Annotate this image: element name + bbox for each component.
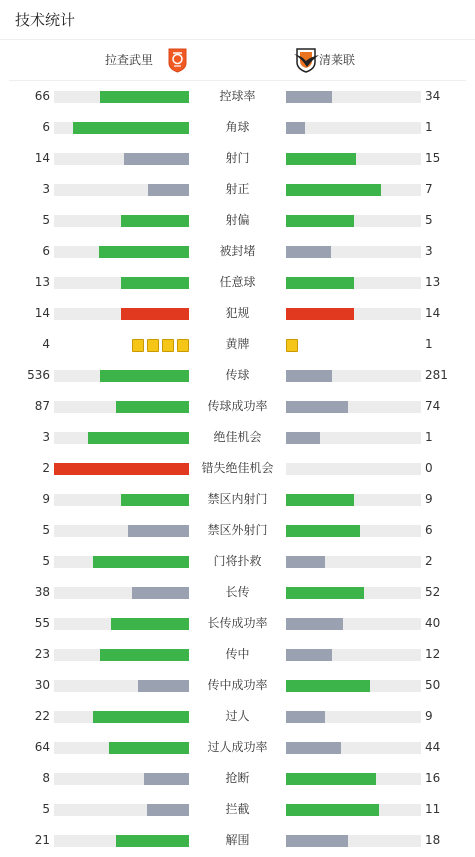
away-value: 16 [425, 771, 441, 785]
away-bar-fill [286, 215, 354, 227]
home-bar-fill [99, 246, 189, 258]
home-bar-track [54, 432, 189, 444]
away-value: 3 [425, 244, 433, 258]
home-bar-track [54, 215, 189, 227]
away-value: 14 [425, 306, 441, 320]
home-bar-fill [88, 432, 189, 444]
home-value: 5 [42, 802, 50, 816]
away-bar-track [286, 742, 421, 754]
home-bar-fill [121, 215, 189, 227]
yellow-card-icon [162, 339, 174, 352]
away-value: 0 [425, 461, 433, 475]
away-bar-track [286, 215, 421, 227]
stat-label: 射门 [225, 151, 250, 165]
home-bar-track [54, 122, 189, 134]
stat-row [0, 639, 475, 670]
away-value: 7 [425, 182, 433, 196]
page-title: 技术统计 [15, 11, 76, 29]
away-bar-fill [286, 153, 356, 165]
stat-label: 解围 [225, 833, 250, 847]
stat-row [0, 422, 475, 453]
home-bar-track [54, 773, 189, 785]
away-bar-track [286, 618, 421, 630]
home-bar-fill [54, 463, 189, 475]
stat-row [0, 546, 475, 577]
away-team-name: 清莱联 [319, 53, 356, 67]
away-bar-track [286, 556, 421, 568]
away-value: 40 [425, 616, 441, 630]
home-bar-track [54, 494, 189, 506]
away-bar-fill [286, 308, 354, 320]
away-value: 11 [425, 802, 441, 816]
away-bar-fill [286, 711, 325, 723]
home-bar-track [54, 742, 189, 754]
away-bar-track [286, 432, 421, 444]
away-bar-track [286, 463, 421, 475]
stat-row [0, 763, 475, 794]
home-bar-track [54, 370, 189, 382]
away-bar-track [286, 804, 421, 816]
home-bar-fill [116, 835, 189, 847]
away-value: 18 [425, 833, 441, 847]
away-team-logo-icon [292, 47, 322, 73]
home-bar-fill [109, 742, 189, 754]
home-bar-track [54, 587, 189, 599]
home-bar-fill [148, 184, 189, 196]
stat-label: 传球 [225, 368, 250, 382]
stat-label: 错失绝佳机会 [201, 461, 274, 475]
home-bar-fill [100, 370, 189, 382]
home-bar-track [54, 556, 189, 568]
away-bar-track [286, 525, 421, 537]
stat-label: 传中 [225, 647, 250, 661]
stat-label: 任意球 [219, 275, 256, 289]
home-bar-fill [121, 308, 189, 320]
stat-label: 禁区内射门 [207, 492, 268, 506]
stat-row [0, 825, 475, 856]
away-value: 15 [425, 151, 441, 165]
away-bar-track [286, 153, 421, 165]
stat-label: 长传成功率 [207, 616, 268, 630]
stat-row [0, 81, 475, 112]
stat-row [0, 732, 475, 763]
stat-label: 禁区外射门 [207, 523, 268, 537]
home-value: 8 [42, 771, 50, 785]
home-value: 22 [34, 709, 50, 723]
home-value: 3 [42, 182, 50, 196]
stat-row [0, 391, 475, 422]
home-value: 5 [42, 554, 50, 568]
stat-row [0, 236, 475, 267]
home-value: 13 [34, 275, 50, 289]
stat-row [0, 174, 475, 205]
home-bar-track [54, 835, 189, 847]
away-bar-fill [286, 246, 331, 258]
away-bar-track [286, 370, 421, 382]
stat-label: 被封堵 [219, 244, 256, 258]
home-bar-fill [121, 494, 189, 506]
away-bar-fill [286, 184, 381, 196]
away-value: 74 [425, 399, 441, 413]
home-bar-track [54, 308, 189, 320]
home-value: 9 [42, 492, 50, 506]
home-bar-track [54, 246, 189, 258]
home-bar-fill [111, 618, 189, 630]
stat-label: 门将扑救 [213, 554, 262, 568]
stat-row [0, 143, 475, 174]
away-bar-fill [286, 122, 305, 134]
home-bar-track [54, 804, 189, 816]
home-value: 2 [42, 461, 50, 475]
away-bar-fill [286, 587, 364, 599]
teams-header [9, 40, 466, 81]
yellow-card-icon [177, 339, 189, 352]
home-bar-track [54, 401, 189, 413]
home-value: 6 [42, 120, 50, 134]
home-value: 66 [34, 89, 50, 103]
away-value: 34 [425, 89, 441, 103]
away-value: 9 [425, 492, 433, 506]
home-yellow-cards [132, 339, 189, 352]
home-bar-fill [100, 649, 189, 661]
home-bar-track [54, 277, 189, 289]
away-bar-track [286, 277, 421, 289]
home-bar-track [54, 525, 189, 537]
stat-row [0, 515, 475, 546]
stat-row [0, 112, 475, 143]
home-bar-track [54, 680, 189, 692]
away-bar-fill [286, 556, 325, 568]
stat-row [0, 360, 475, 391]
away-bar-fill [286, 91, 332, 103]
home-bar-fill [100, 91, 189, 103]
home-value: 38 [34, 585, 50, 599]
stat-label: 射偏 [225, 213, 250, 227]
away-bar-track [286, 680, 421, 692]
home-bar-fill [147, 804, 189, 816]
stat-label: 传球成功率 [207, 399, 268, 413]
away-bar-track [286, 494, 421, 506]
stat-label: 角球 [225, 120, 250, 134]
stat-label: 拦截 [225, 802, 250, 816]
home-bar-track [54, 153, 189, 165]
page-header [0, 0, 475, 40]
away-bar-track [286, 401, 421, 413]
away-bar-track [286, 91, 421, 103]
away-bar-track [286, 246, 421, 258]
stat-row [0, 794, 475, 825]
home-team-logo-icon [168, 47, 187, 73]
away-value: 2 [425, 554, 433, 568]
away-value: 12 [425, 647, 441, 661]
home-bar-track [54, 91, 189, 103]
stat-label: 抢断 [225, 771, 250, 785]
away-bar-fill [286, 649, 332, 661]
away-bar-fill [286, 742, 341, 754]
away-bar-fill [286, 618, 343, 630]
home-value: 64 [34, 740, 50, 754]
stat-label: 绝佳机会 [213, 430, 262, 444]
away-bar-fill [286, 401, 348, 413]
home-bar-track [54, 649, 189, 661]
away-value: 44 [425, 740, 441, 754]
home-bar-fill [124, 153, 189, 165]
away-value: 13 [425, 275, 441, 289]
home-bar-fill [144, 773, 189, 785]
yellow-card-icon [286, 339, 298, 352]
stat-row [0, 701, 475, 732]
stat-row [0, 205, 475, 236]
home-bar-fill [116, 401, 189, 413]
stat-row [0, 329, 475, 360]
away-bar-fill [286, 525, 360, 537]
stat-label: 过人成功率 [207, 740, 268, 754]
away-bar-fill [286, 494, 354, 506]
home-bar-track [54, 711, 189, 723]
away-bar-fill [286, 432, 320, 444]
away-bar-track [286, 308, 421, 320]
home-value: 55 [34, 616, 50, 630]
home-value: 6 [42, 244, 50, 258]
away-bar-track [286, 711, 421, 723]
home-bar-fill [128, 525, 189, 537]
home-team-name: 拉查武里 [104, 53, 153, 67]
stat-row [0, 484, 475, 515]
away-bar-track [286, 773, 421, 785]
away-bar-track [286, 184, 421, 196]
away-bar-track [286, 587, 421, 599]
stat-label: 传中成功率 [207, 678, 268, 692]
yellow-card-icon [132, 339, 144, 352]
stat-label: 射正 [225, 182, 250, 196]
away-bar-fill [286, 370, 332, 382]
away-bar-fill [286, 835, 348, 847]
stat-row [0, 298, 475, 329]
home-bar-track [54, 618, 189, 630]
home-bar-track [54, 184, 189, 196]
home-bar-fill [121, 277, 189, 289]
home-bar-fill [138, 680, 189, 692]
home-bar-fill [132, 587, 189, 599]
home-bar-fill [73, 122, 189, 134]
stat-row [0, 267, 475, 298]
away-value: 281 [425, 368, 448, 382]
stat-row [0, 577, 475, 608]
away-bar-fill [286, 773, 376, 785]
away-bar-track [286, 649, 421, 661]
home-value: 3 [42, 430, 50, 444]
stat-label: 过人 [225, 709, 250, 723]
home-bar-fill [93, 556, 189, 568]
home-value: 14 [34, 151, 50, 165]
away-value: 50 [425, 678, 441, 692]
home-value: 536 [27, 368, 50, 382]
stats-list [0, 81, 475, 856]
away-value: 6 [425, 523, 433, 537]
away-bar-track [286, 835, 421, 847]
stat-label: 犯规 [225, 306, 250, 320]
away-value: 52 [425, 585, 441, 599]
stat-row [0, 670, 475, 701]
away-bar-fill [286, 804, 379, 816]
away-value: 5 [425, 213, 433, 227]
away-yellow-cards [286, 339, 298, 352]
stat-row [0, 608, 475, 639]
home-value: 14 [34, 306, 50, 320]
away-value: 1 [425, 337, 433, 351]
stat-label: 长传 [225, 585, 250, 599]
stat-label: 控球率 [219, 89, 256, 103]
home-value: 30 [34, 678, 50, 692]
home-value: 4 [42, 337, 50, 351]
away-value: 1 [425, 430, 433, 444]
home-value: 23 [34, 647, 50, 661]
stat-row [0, 453, 475, 484]
away-value: 9 [425, 709, 433, 723]
home-bar-fill [93, 711, 189, 723]
home-value: 5 [42, 523, 50, 537]
home-value: 87 [34, 399, 50, 413]
home-bar-track [54, 463, 189, 475]
home-value: 5 [42, 213, 50, 227]
away-bar-track [286, 122, 421, 134]
away-bar-fill [286, 277, 354, 289]
yellow-card-icon [147, 339, 159, 352]
away-value: 1 [425, 120, 433, 134]
stat-label: 黄牌 [225, 337, 250, 351]
home-value: 21 [34, 833, 50, 847]
away-bar-fill [286, 680, 370, 692]
